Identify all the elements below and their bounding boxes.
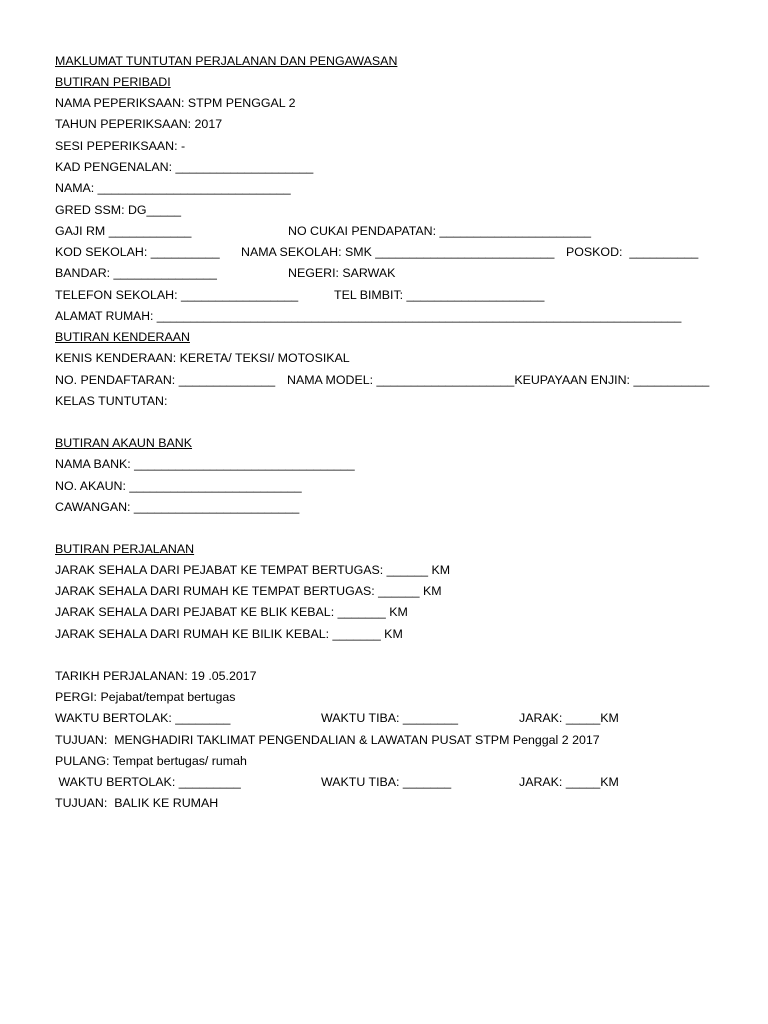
field-poskod: POSKOD: __________ — [566, 245, 699, 259]
field-nama-peperiksaan: NAMA PEPERIKSAAN: STPM PENGGAL 2 — [55, 96, 296, 110]
field-kenis-kenderaan: KENIS KENDERAAN: KERETA/ TEKSI/ MOTOSIKAL — [55, 351, 350, 365]
field-jarak-rumah-bilik-kebal: JARAK SEHALA DARI RUMAH KE BILIK KEBAL: _______ KM — [55, 627, 403, 641]
field-pergi: PERGI: Pejabat/tempat bertugas — [55, 690, 236, 704]
heading-butiran-kenderaan: BUTIRAN KENDERAAN — [55, 330, 190, 344]
field-gaji-rm: GAJI RM ____________ — [55, 224, 192, 238]
heading-butiran-peribadi: BUTIRAN PERIBADI — [55, 75, 171, 89]
field-no-akaun: NO. AKAUN: _________________________ — [55, 479, 302, 493]
field-cawangan: CAWANGAN: ________________________ — [55, 500, 300, 514]
field-pergi-jarak: JARAK: _____KM — [519, 711, 619, 725]
field-tel-bimbit: TEL BIMBIT: ____________________ — [334, 288, 545, 302]
row-sekolah — [55, 244, 715, 260]
field-bandar: BANDAR: _______________ — [55, 266, 217, 280]
field-pergi-waktu-bertolak: WAKTU BERTOLAK: ________ — [55, 711, 231, 725]
row-bandar-negeri — [55, 265, 715, 281]
field-pulang-waktu-bertolak: WAKTU BERTOLAK: _________ — [55, 775, 241, 789]
field-alamat-rumah: ALAMAT RUMAH: ______________________________________________________________________________ — [55, 309, 682, 323]
field-nama-sekolah: NAMA SEKOLAH: SMK __________________________ — [241, 245, 555, 259]
field-sesi-peperiksaan: SESI PEPERIKSAAN: - — [55, 139, 186, 153]
field-pulang-jarak: JARAK: _____KM — [519, 775, 619, 789]
field-pergi-waktu-tiba: WAKTU TIBA: ________ — [321, 711, 459, 725]
field-kelas-tuntutan: KELAS TUNTUTAN: — [55, 394, 168, 408]
field-kod-sekolah: KOD SEKOLAH: __________ — [55, 245, 220, 259]
field-nama: NAMA: ____________________________ — [55, 181, 291, 195]
field-pulang-waktu-tiba: WAKTU TIBA: _______ — [321, 775, 452, 789]
field-telefon-sekolah: TELEFON SEKOLAH: _________________ — [55, 288, 299, 302]
field-tarikh-perjalanan: TARIKH PERJALANAN: 19 .05.2017 — [55, 669, 257, 683]
field-tujuan-pulang: TUJUAN: BALIK KE RUMAH — [55, 796, 219, 810]
field-no-pendaftaran: NO. PENDAFTARAN: ______________ — [55, 373, 276, 387]
field-kad-pengenalan: KAD PENGENALAN: ____________________ — [55, 160, 314, 174]
row-pendaftaran — [55, 372, 715, 388]
heading-butiran-akaun-bank: BUTIRAN AKAUN BANK — [55, 436, 193, 450]
field-nama-bank: NAMA BANK: ________________________________ — [55, 457, 355, 471]
row-telefon — [55, 287, 715, 303]
field-jarak-rumah-tempat-bertugas: JARAK SEHALA DARI RUMAH KE TEMPAT BERTUGAS: ______ KM — [55, 584, 442, 598]
field-tahun-peperiksaan: TAHUN PEPERIKSAAN: 2017 — [55, 117, 223, 131]
row-gaji-cukai — [55, 223, 715, 239]
document-title: MAKLUMAT TUNTUTAN PERJALANAN DAN PENGAWASAN — [55, 54, 398, 68]
field-jarak-pejabat-tempat-bertugas: JARAK SEHALA DARI PEJABAT KE TEMPAT BERTUGAS: ______ KM — [55, 563, 451, 577]
row-pulang-waktu — [55, 774, 715, 790]
heading-butiran-perjalanan: BUTIRAN PERJALANAN — [55, 542, 195, 556]
field-pulang: PULANG: Tempat bertugas/ rumah — [55, 754, 247, 768]
field-jarak-pejabat-bilik-kebal: JARAK SEHALA DARI PEJABAT KE BLIK KEBAL: _______ KM — [55, 605, 408, 619]
field-negeri: NEGERI: SARWAK — [288, 266, 396, 280]
field-nama-model: NAMA MODEL: ____________________KEUPAYAAN ENJIN: ___________ — [287, 373, 710, 387]
field-no-cukai: NO CUKAI PENDAPATAN: ______________________ — [288, 224, 592, 238]
field-gred-ssm: GRED SSM: DG_____ — [55, 203, 182, 217]
row-pergi-waktu — [55, 710, 715, 726]
field-tujuan-pergi: TUJUAN: MENGHADIRI TAKLIMAT PENGENDALIAN & LAWATAN PUSAT STPM Penggal 2 2017 — [55, 733, 600, 747]
